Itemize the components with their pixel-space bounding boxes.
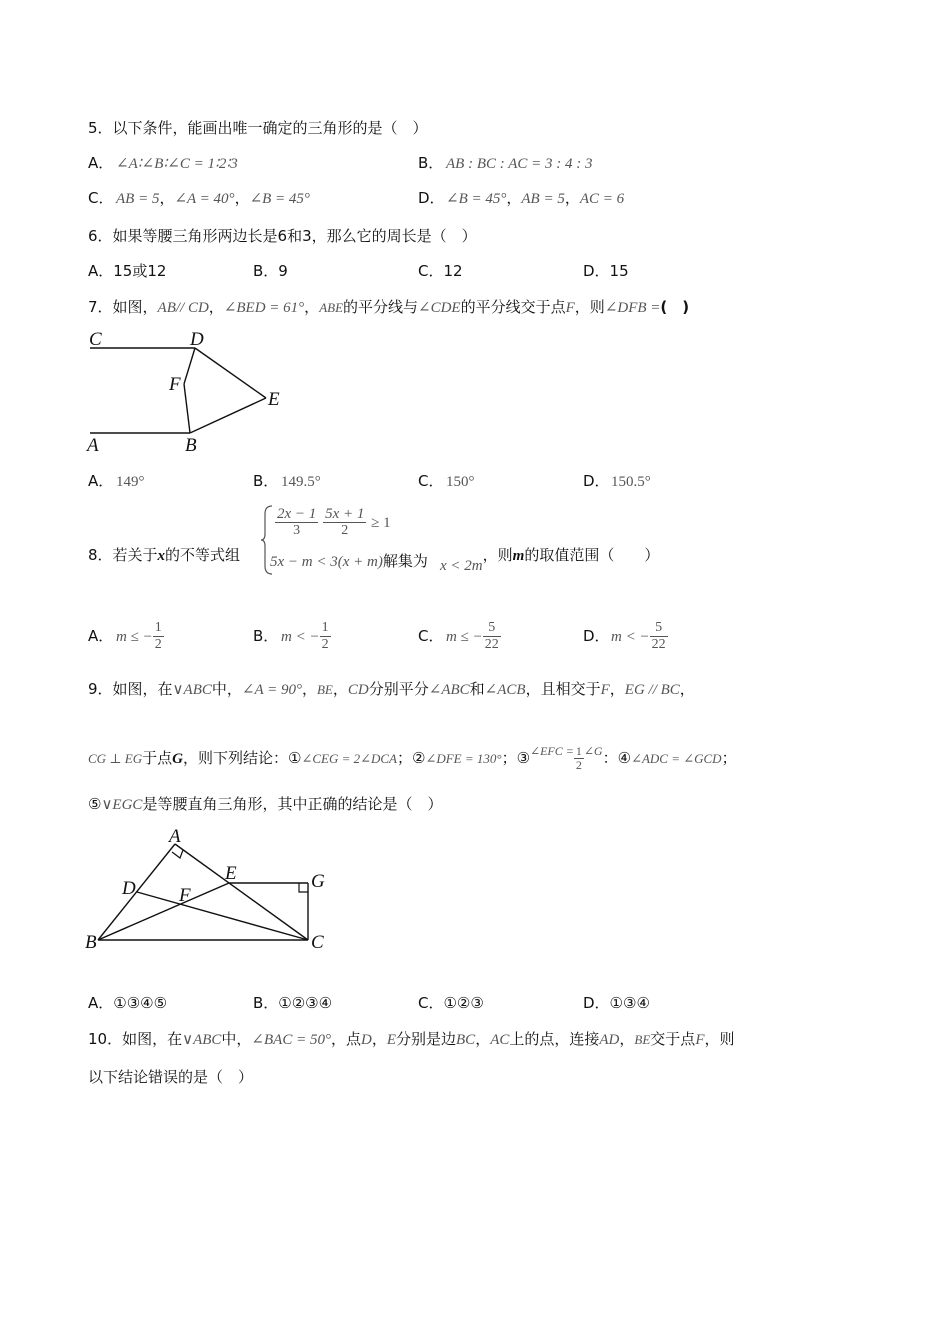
q8-option-c-num: 5 bbox=[483, 620, 501, 637]
q7-label-e: E bbox=[268, 389, 280, 410]
q9-math-3: BE bbox=[316, 682, 333, 697]
q9-math-1: ∨ABC bbox=[172, 682, 212, 698]
q8-stem-end bbox=[440, 544, 660, 574]
q9-math-6: ∠ACB bbox=[484, 682, 526, 698]
q5-option-d[interactable] bbox=[418, 187, 624, 210]
q8-option-d[interactable] bbox=[583, 620, 668, 653]
q7-label-f: F bbox=[169, 374, 181, 395]
q9-label-g: G bbox=[311, 871, 325, 892]
q9-l2-text-6: ； bbox=[721, 749, 737, 767]
q7-option-d-text: 150.5° bbox=[611, 474, 651, 490]
q10-math-4: E bbox=[386, 1032, 396, 1048]
q9-l2-math-1: CG ⊥ EG bbox=[88, 751, 143, 766]
q9-l3-text-1: ⑤ bbox=[88, 795, 102, 813]
q9-math-7: F bbox=[600, 682, 610, 698]
q5-option-a[interactable] bbox=[88, 152, 238, 175]
q5-option-a-text: ∠A∶∠B∶∠C = 1∶2∶3 bbox=[116, 156, 238, 172]
q9-l2-math-3: ∠DFE = 130° bbox=[425, 751, 502, 766]
q10-text-10: ，则 bbox=[704, 1030, 735, 1048]
q9-stem-line-1 bbox=[88, 678, 695, 701]
q10-math-1: ∨ABC bbox=[182, 1032, 222, 1048]
q9-option-d[interactable]: D．①③④ bbox=[583, 994, 650, 1012]
q7-text-5: 的平分线交于点 bbox=[460, 298, 566, 316]
q10-text-5: 分别是边 bbox=[396, 1030, 457, 1048]
q5-option-c-label: C． bbox=[88, 189, 114, 207]
q8-option-b-frac bbox=[320, 620, 331, 653]
q9-line-dc bbox=[137, 892, 308, 940]
q8-fraction-1-num: 2x − 1 bbox=[277, 506, 317, 522]
q5-option-d-part3: AC = 6 bbox=[579, 191, 625, 207]
q6-stem: 6．如果等腰三角形两边长是6和3，那么它的周长是（ ） bbox=[88, 227, 477, 245]
q7-text-3: ， bbox=[304, 298, 320, 316]
q8-option-a-pre: m ≤ − bbox=[116, 629, 153, 645]
q9-l3-text-2: 是等腰直角三角形，其中正确的结论是（ ） bbox=[142, 795, 443, 813]
q8-stem-start bbox=[88, 544, 240, 567]
q5-option-d-sep1: ， bbox=[506, 189, 522, 207]
q9-l2-math-4a: ∠EFC = bbox=[530, 744, 574, 758]
q8-system-line-2: 5x − m < 3(x + m) bbox=[270, 554, 383, 570]
q5-option-b[interactable] bbox=[418, 152, 593, 175]
q9-l2-point-g: G bbox=[172, 751, 183, 767]
q10-stem-line-1 bbox=[88, 1028, 735, 1051]
q7-option-b[interactable] bbox=[253, 470, 321, 493]
q10-text-2: 中， bbox=[221, 1030, 252, 1048]
q9-text-1: 9．如图，在 bbox=[88, 680, 173, 698]
q8-option-a-num: 1 bbox=[154, 620, 162, 635]
q7-label-d: D bbox=[190, 329, 204, 350]
q9-text-3: ， bbox=[301, 680, 317, 698]
q9-l3-math-1: ∨EGC bbox=[101, 797, 143, 813]
q9-line-be bbox=[98, 883, 229, 940]
q6-option-d[interactable]: D．15 bbox=[583, 262, 629, 280]
q7-option-a-label: A． bbox=[88, 472, 114, 490]
q8-solution: x < 2m bbox=[440, 558, 483, 574]
q9-l2-math-5: ∠ADC = ∠GCD bbox=[631, 751, 722, 766]
q10-text-9: 交于点 bbox=[650, 1030, 696, 1048]
q7-figure bbox=[80, 326, 300, 456]
q9-text-8: ， bbox=[609, 680, 625, 698]
q9-label-b: B bbox=[85, 932, 97, 953]
q5-option-c-sep1: ， bbox=[159, 189, 175, 207]
q6-option-b[interactable]: B．9 bbox=[253, 262, 288, 280]
q9-text-6: 和 bbox=[469, 680, 485, 698]
q8-option-b-den: 2 bbox=[321, 637, 329, 652]
q9-option-b[interactable]: B．①②③④ bbox=[253, 994, 333, 1012]
q10-text-8: ， bbox=[619, 1030, 635, 1048]
q8-text-1: 8．若关于 bbox=[88, 546, 158, 564]
q9-math-8: EG // BC bbox=[624, 682, 680, 698]
q10-text-4: ， bbox=[371, 1030, 387, 1048]
q9-text-2: 中， bbox=[211, 680, 242, 698]
q9-text-4: ， bbox=[332, 680, 348, 698]
q9-option-c[interactable]: C．①②③ bbox=[418, 994, 484, 1012]
q9-label-c: C bbox=[311, 932, 324, 953]
q9-figure bbox=[80, 826, 340, 956]
q7-math-5: F bbox=[565, 300, 575, 316]
q10-math-9: F bbox=[695, 1032, 705, 1048]
q8-option-d-den: 22 bbox=[651, 637, 666, 652]
q7-label-a: A bbox=[87, 435, 99, 456]
q8-option-c-frac bbox=[483, 620, 501, 653]
q9-math-4: CD bbox=[347, 682, 369, 698]
q8-option-c-label: C． bbox=[418, 627, 444, 645]
q7-option-c-label: C． bbox=[418, 472, 444, 490]
q7-label-c: C bbox=[89, 329, 102, 350]
q8-option-d-label: D． bbox=[583, 627, 610, 645]
q5-option-c-part1: AB = 5 bbox=[116, 191, 160, 207]
q8-option-b-num: 1 bbox=[321, 620, 329, 635]
q8-option-d-pre: m < − bbox=[611, 629, 650, 645]
q8-text-4: ，则 bbox=[482, 546, 513, 564]
q9-l2-text-2: ，则下列结论：① bbox=[182, 749, 302, 767]
q5-option-c-part2: ∠A = 40° bbox=[174, 191, 235, 207]
q9-l2-text-5: ：④ bbox=[602, 749, 632, 767]
q9-l2-math-4b: ∠G bbox=[583, 744, 603, 758]
q7-math-1: AB// CD bbox=[157, 300, 209, 316]
q10-stem-line-2: 以下结论错误的是（ ） bbox=[88, 1068, 254, 1086]
q5-option-d-sep2: ， bbox=[564, 189, 580, 207]
q6-option-c[interactable]: C．12 bbox=[418, 262, 463, 280]
q8-fraction-1 bbox=[275, 506, 318, 539]
q5-option-c-part3: ∠B = 45° bbox=[249, 191, 310, 207]
q7-option-d[interactable] bbox=[583, 470, 651, 493]
q7-text-1: 7．如图， bbox=[88, 298, 158, 316]
q7-label-b: B bbox=[185, 435, 197, 456]
q9-label-d: D bbox=[122, 878, 136, 899]
q9-l2-text-3: ；② bbox=[397, 749, 426, 767]
q8-option-a-label: A． bbox=[88, 627, 114, 645]
q9-l2-frac bbox=[574, 745, 584, 772]
q7-option-c-text: 150° bbox=[446, 474, 475, 490]
q6-option-a[interactable]: A．15或12 bbox=[88, 262, 167, 280]
q10-math-3: D bbox=[360, 1032, 372, 1048]
q7-math-3: ABE bbox=[319, 300, 344, 315]
q9-l2-text-4: ；③ bbox=[501, 749, 531, 767]
q9-option-a[interactable]: A．①③④⑤ bbox=[88, 994, 168, 1012]
q7-math-6: ∠DFB = bbox=[604, 300, 661, 316]
q7-text-2: ， bbox=[208, 298, 224, 316]
q9-stem-line-3 bbox=[88, 793, 442, 816]
q8-option-a-frac bbox=[153, 620, 164, 653]
q8-var-x: x bbox=[157, 548, 166, 564]
q9-label-e: E bbox=[225, 863, 237, 884]
q10-math-2: ∠BAC = 50° bbox=[251, 1032, 331, 1048]
q9-stem-line-2 bbox=[88, 745, 737, 772]
q5-option-d-part1: ∠B = 45° bbox=[446, 191, 507, 207]
q9-l2-frac-den: 2 bbox=[575, 758, 582, 772]
q7-text-6: ，则 bbox=[574, 298, 605, 316]
q10-math-5: BC bbox=[456, 1032, 476, 1048]
q9-label-a: A bbox=[169, 826, 181, 847]
q8-option-a-den: 2 bbox=[154, 637, 162, 652]
q7-option-b-label: B． bbox=[253, 472, 279, 490]
q5-option-b-label: B． bbox=[418, 154, 444, 172]
q10-text-7: 上的点，连接 bbox=[509, 1030, 600, 1048]
q7-option-a[interactable] bbox=[88, 470, 145, 493]
q8-ge-one: ≥ 1 bbox=[371, 515, 391, 531]
q9-right-angle-g bbox=[299, 883, 308, 892]
q9-line-ab bbox=[98, 844, 175, 940]
q5-option-d-label: D． bbox=[418, 189, 445, 207]
q5-option-a-label: A． bbox=[88, 154, 114, 172]
q8-option-d-frac bbox=[650, 620, 668, 653]
q9-l2-frac-num: 1 bbox=[575, 744, 582, 758]
q8-text-5: 的取值范围（ ） bbox=[524, 546, 660, 564]
q10-math-7: AD bbox=[599, 1032, 620, 1048]
q8-text-3: 解集为 bbox=[382, 552, 428, 570]
q9-label-f: F bbox=[179, 885, 191, 906]
q9-text-7: ，且相交于 bbox=[525, 680, 601, 698]
q8-option-b[interactable] bbox=[253, 620, 331, 653]
q7-math-2: ∠BED = 61° bbox=[223, 300, 305, 316]
q9-right-angle-a bbox=[172, 850, 183, 858]
q10-math-8: BE bbox=[634, 1032, 651, 1047]
q9-text-5: 分别平分 bbox=[368, 680, 429, 698]
q8-var-m: m bbox=[512, 548, 525, 564]
q5-stem: 5．以下条件，能画出唯一确定的三角形的是（ ） bbox=[88, 119, 428, 137]
q5-option-b-text: AB : BC : AC = 3 : 4 : 3 bbox=[446, 156, 593, 172]
q7-text-4: 的平分线与 bbox=[343, 298, 419, 316]
q9-math-2: ∠A = 90° bbox=[241, 682, 302, 698]
q10-text-6: ， bbox=[475, 1030, 491, 1048]
q9-l2-text-1: 于点 bbox=[142, 749, 173, 767]
q10-text-3: ，点 bbox=[330, 1030, 361, 1048]
q8-option-a[interactable] bbox=[88, 620, 164, 653]
q9-l2-math-2: ∠CEG = 2∠DCA bbox=[301, 751, 397, 766]
q8-option-b-pre: m < − bbox=[281, 629, 320, 645]
q8-system-line-1 bbox=[275, 506, 391, 539]
q7-line-be bbox=[190, 398, 266, 433]
q5-option-d-part2: AB = 5 bbox=[521, 191, 565, 207]
q7-stem bbox=[88, 296, 689, 319]
q7-option-c[interactable] bbox=[418, 470, 475, 493]
q7-option-d-label: D． bbox=[583, 472, 610, 490]
q8-fraction-2 bbox=[323, 506, 366, 539]
q8-fraction-1-den: 3 bbox=[293, 523, 301, 538]
q5-option-c-sep2: ， bbox=[234, 189, 250, 207]
q8-option-d-num: 5 bbox=[650, 620, 668, 637]
q7-option-a-text: 149° bbox=[116, 474, 145, 490]
q9-math-5: ∠ABC bbox=[428, 682, 470, 698]
q8-option-c-pre: m ≤ − bbox=[446, 629, 483, 645]
q7-text-7: ( ) bbox=[660, 298, 690, 316]
q9-line-ac bbox=[175, 844, 308, 940]
q8-system-line-2-wrap bbox=[270, 550, 428, 571]
q7-math-4: ∠CDE bbox=[418, 300, 461, 316]
q8-fraction-2-num: 5x + 1 bbox=[325, 506, 365, 522]
q10-math-6: AC bbox=[490, 1032, 510, 1048]
q8-option-c[interactable] bbox=[418, 620, 501, 653]
q7-line-df bbox=[184, 348, 195, 384]
q7-line-fb bbox=[184, 384, 190, 433]
q8-option-c-den: 22 bbox=[484, 637, 499, 652]
q10-text-1: 10．如图，在 bbox=[88, 1030, 183, 1048]
q8-text-2: 的不等式组 bbox=[165, 546, 241, 564]
q8-fraction-2-den: 2 bbox=[341, 523, 349, 538]
q5-option-c[interactable] bbox=[88, 187, 310, 210]
q8-option-b-label: B． bbox=[253, 627, 279, 645]
q7-line-de bbox=[195, 348, 266, 398]
q9-text-9: ， bbox=[679, 680, 695, 698]
q7-option-b-text: 149.5° bbox=[281, 474, 321, 490]
